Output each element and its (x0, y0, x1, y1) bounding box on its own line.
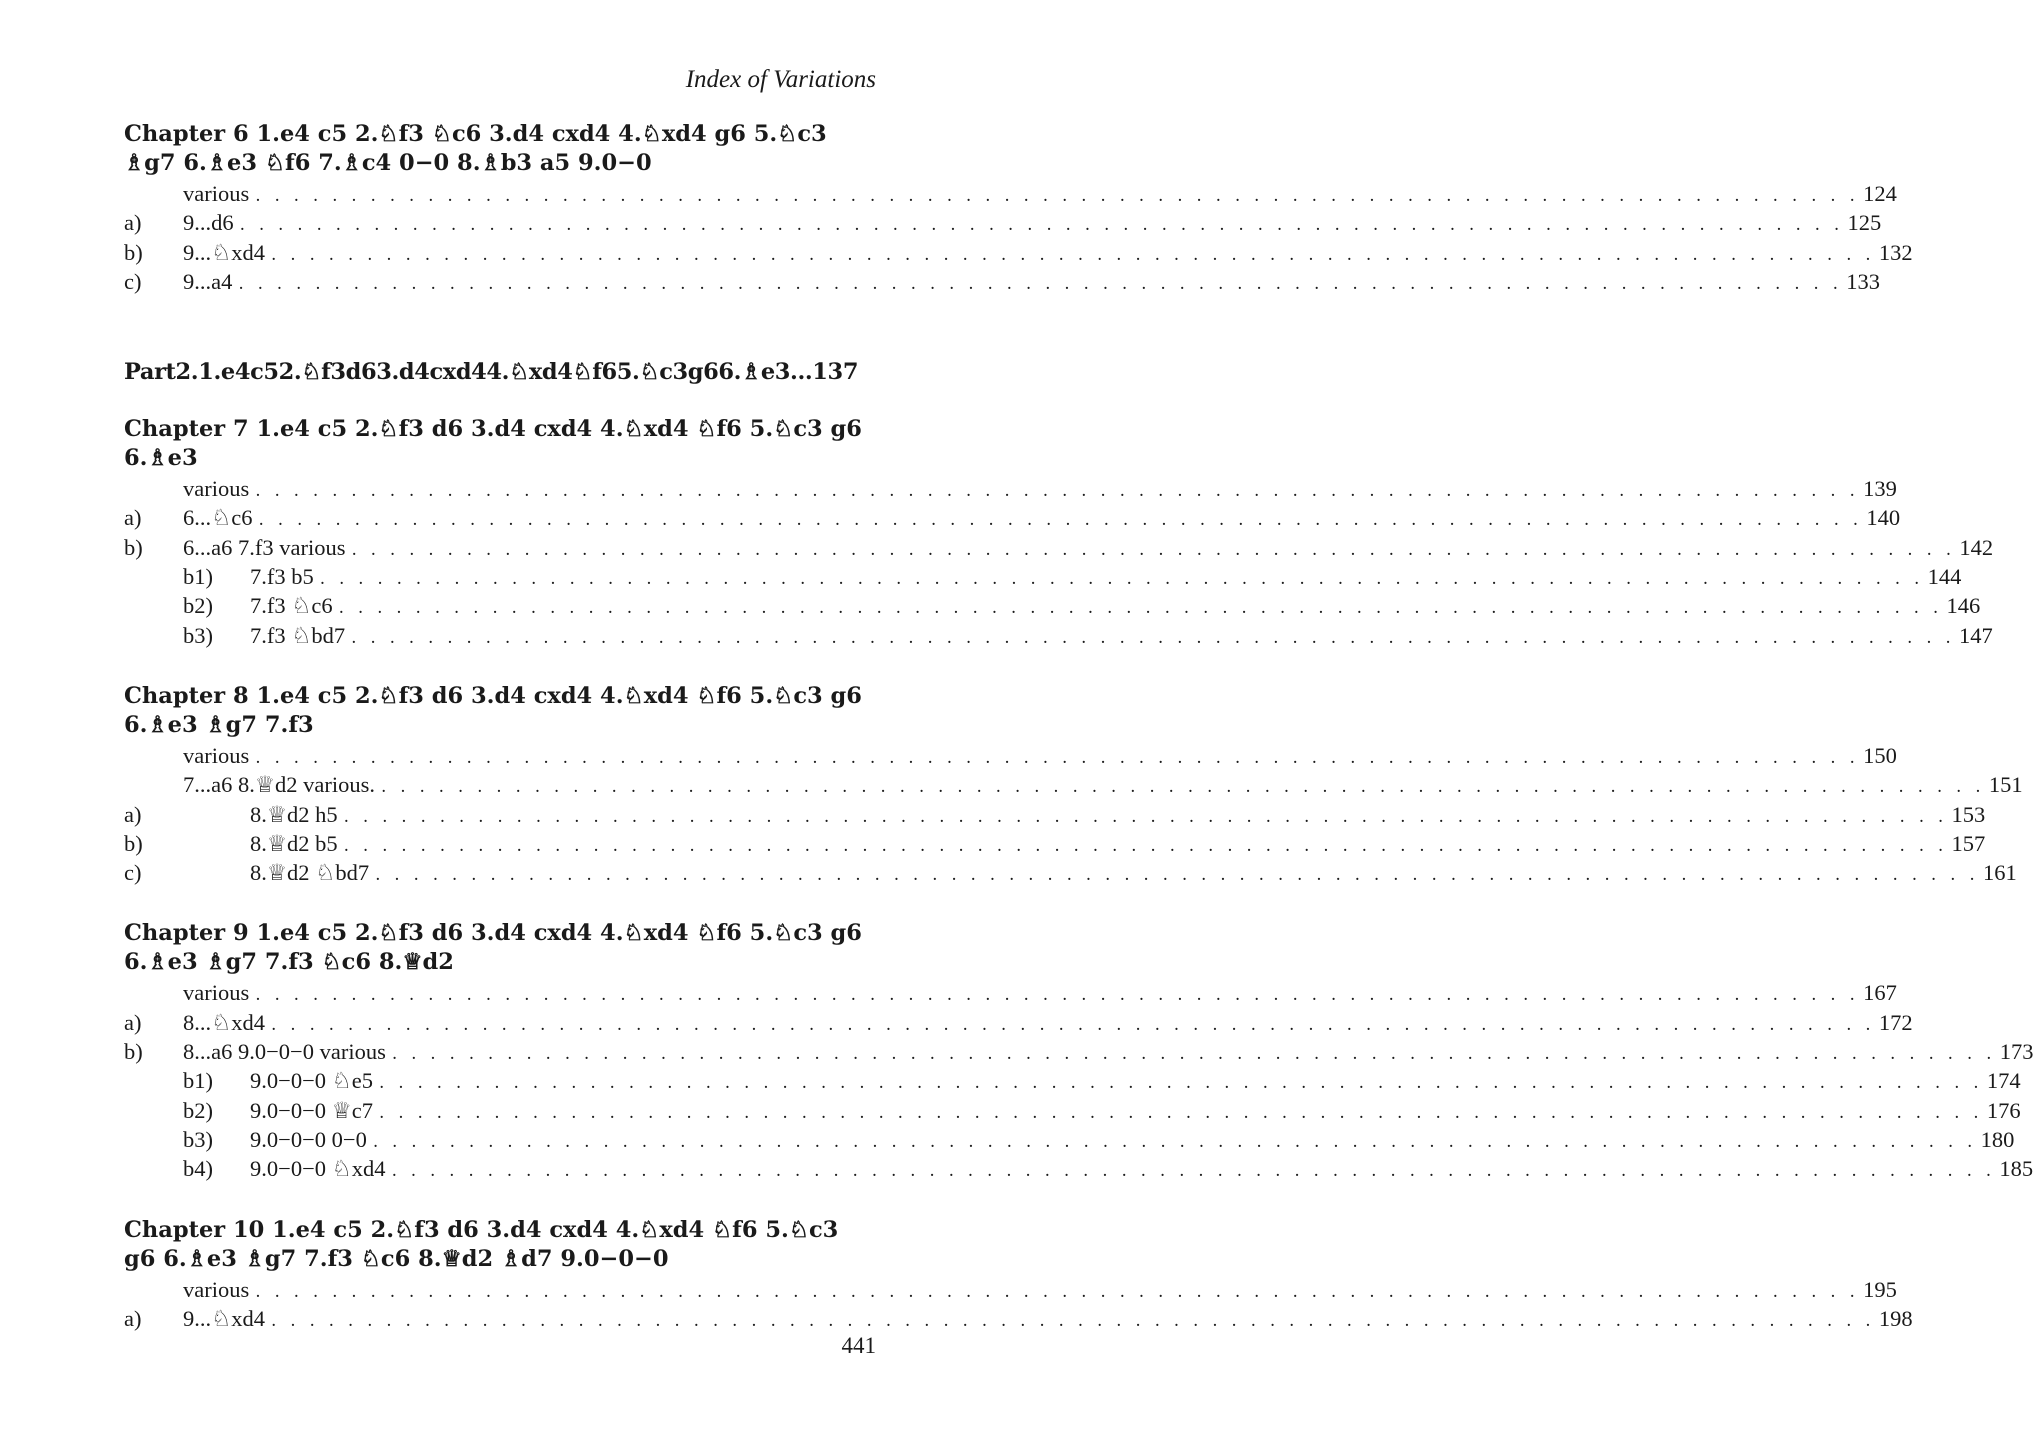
entry-page: 153 (1951, 801, 1986, 827)
dot-leader: . . . . . . . . . . . . . . . . . . . . . . . . . . . . . . . . . . . . . . . . . . . . . . . . . . . . . . . . . . . . . . . . . . . . . . . . . . . . . . . . . . . . (379, 1073, 1983, 1094)
entry-page: 195 (1863, 1276, 1897, 1302)
part-2-heading: Part2.1.e4c52.♘f3d63.d4cxd44.♘xd4♘f65.♘c3g66.♗e3...137 (124, 359, 859, 386)
entry-page: 139 (1863, 476, 1897, 502)
index-entry (124, 829, 1986, 858)
entry-text: 9.0−0−0 ♘e5 (250, 1068, 374, 1094)
entry-page: 180 (1980, 1126, 2015, 1152)
entry-label: b2) (183, 593, 213, 619)
dot-leader: . . . . . . . . . . . . . . . . . . . . . . . . . . . . . . . . . . . . . . . . . . . . . . . . . . . . . . . . . . . . . . . . . . . . . . . . . . . . . . . . . . . . (372, 1131, 1977, 1152)
entry-label: b3) (183, 1126, 213, 1152)
entry-label: b) (124, 830, 143, 856)
entry-text: various (183, 476, 250, 502)
dot-leader: . . . . . . . . . . . . . . . . . . . . . . . . . . . . . . . . . . . . . . . . . . . . . . . . . . . . . . . . . . . . . . . . . . . . . . . . . . . . . . . . . . . . (338, 598, 1943, 619)
index-entry (124, 1008, 1913, 1037)
entry-label: c) (124, 860, 142, 886)
chapter-6-heading: Chapter 6 1.e4 c5 2.♘f3 ♘c6 3.d4 cxd4 4.♘xd4 g6 5.♘c3 ♗g7 6.♗e3 ♘f6 7.♗c4 0−0 8.♗b3 a5 9.0−0 (124, 121, 827, 176)
index-subentry (124, 1125, 2015, 1154)
entry-text: 6...a6 7.f3 various (183, 534, 346, 560)
entry-text: 7.f3 ♘bd7 (250, 622, 346, 648)
entry-page: 176 (1986, 1097, 2021, 1123)
index-entry (124, 179, 1897, 208)
entry-text: various (183, 980, 250, 1006)
index-entry (124, 978, 1897, 1007)
chapter-6-section (124, 120, 1913, 296)
index-entry (124, 503, 1901, 532)
dot-leader: . . . . . . . . . . . . . . . . . . . . . . . . . . . . . . . . . . . . . . . . . . . . . . . . . . . . . . . . . . . . . . . . . . . . . . . . . . . . . . . . . . . . (255, 481, 1860, 502)
entry-label: b) (124, 1039, 143, 1065)
entry-label: a) (124, 801, 142, 827)
entry-page: 133 (1846, 268, 1880, 294)
chapter-7-heading: Chapter 7 1.e4 c5 2.♘f3 d6 3.d4 cxd4 4.♘xd4 ♘f6 5.♘c3 g6 6.♗e3 (124, 416, 862, 472)
entry-text: 9.0−0−0 ♕c7 (250, 1097, 374, 1123)
dot-leader: . . . . . . . . . . . . . . . . . . . . . . . . . . . . . . . . . . . . . . . . . . . . . . . . . . . . . . . . . . . . . . . . . . . . . . . . . . . . . . . . . . . . (239, 215, 1844, 236)
entry-text: various (183, 742, 250, 768)
dot-leader: . . . . . . . . . . . . . . . . . . . . . . . . . . . . . . . . . . . . . . . . . . . . . . . . . . . . . . . . . . . . . . . . . . . . . . . . . . . . . . . . . . . . (255, 747, 1860, 768)
index-entry (124, 474, 1897, 503)
chapter-8-heading: Chapter 8 1.e4 c5 2.♘f3 d6 3.d4 cxd4 4.♘xd4 ♘f6 5.♘c3 g6 6.♗e3 ♗g7 7.f3 (124, 682, 862, 738)
running-head: Index of Variations (685, 66, 876, 93)
dot-leader: . . . . . . . . . . . . . . . . . . . . . . . . . . . . . . . . . . . . . . . . . . . . . . . . . . . . . . . . . . . . . . . . . . . . . . . . . . . . . . . . . . . . (258, 510, 1863, 531)
entry-label: b3) (183, 622, 213, 648)
entry-text: 9...♘xd4 (183, 239, 266, 265)
index-entry (124, 267, 1880, 296)
entry-page: 146 (1946, 593, 1981, 619)
entry-label: a) (124, 1305, 142, 1331)
page-number: 441 (841, 1333, 876, 1358)
entry-label: b1) (183, 1068, 213, 1094)
entry-page: 172 (1878, 1009, 1913, 1035)
entry-text: 7.f3 ♘c6 (250, 593, 333, 619)
entry-label: a) (124, 505, 142, 531)
entry-label: b) (124, 239, 143, 265)
chapter-9-section (124, 919, 2033, 1183)
entry-page: 125 (1847, 210, 1882, 236)
entry-text: various (183, 1276, 250, 1302)
entry-text: 7.f3 b5 (250, 564, 314, 590)
entry-page: 144 (1927, 564, 1962, 590)
index-entry (124, 800, 1986, 829)
chapter-9-heading: Chapter 9 1.e4 c5 2.♘f3 d6 3.d4 cxd4 4.♘xd4 ♘f6 5.♘c3 g6 6.♗e3 ♗g7 7.f3 ♘c6 8.♕d2 (124, 920, 862, 976)
entry-page: 198 (1878, 1305, 1913, 1331)
entry-text: 9.0−0−0 0−0 (250, 1126, 367, 1152)
entry-text: 8...♘xd4 (183, 1009, 266, 1035)
entry-text: 9...a4 (183, 268, 233, 294)
index-entry (124, 741, 1897, 770)
index-entry (124, 770, 2023, 799)
index-subentry (124, 591, 1981, 620)
dot-leader: . . . . . . . . . . . . . . . . . . . . . . . . . . . . . . . . . . . . . . . . . . . . . . . . . . . . . . . . . . . . . . . . . . . . . . . . . . . . . . . . . . . . (351, 627, 1956, 648)
entry-page: 151 (1988, 772, 2023, 798)
entry-text: 8.♕d2 h5 (250, 801, 338, 827)
dot-leader: . . . . . . . . . . . . . . . . . . . . . . . . . . . . . . . . . . . . . . . . . . . . . . . . . . . . . . . . . . . . . . . . . . . . . . . . . . . . . . . . . . . . (379, 1102, 1983, 1123)
dot-leader: . . . . . . . . . . . . . . . . . . . . . . . . . . . . . . . . . . . . . . . . . . . . . . . . . . . . . . . . . . . . . . . . . . . . . . . . . . . . . . . . . . . . (255, 1281, 1860, 1302)
index-entry (124, 1037, 2033, 1066)
entry-page: 157 (1951, 830, 1986, 856)
index-subentry (124, 621, 1993, 650)
dot-leader: . . . . . . . . . . . . . . . . . . . . . . . . . . . . . . . . . . . . . . . . . . . . . . . . . . . . . . . . . . . . . . . . . . . . . . . . . . . . . . . . . . . . (343, 835, 1948, 856)
dot-leader: . . . . . . . . . . . . . . . . . . . . . . . . . . . . . . . . . . . . . . . . . . . . . . . . . . . . . . . . . . . . . . . . . . . . . . . . . . . . . . . . . . . . (319, 569, 1924, 590)
entry-label: b) (124, 534, 143, 560)
index-entry (124, 1304, 1913, 1333)
index-content (124, 120, 2033, 1365)
entry-page: 132 (1878, 239, 1913, 265)
entry-page: 147 (1959, 622, 1993, 648)
entry-page: 142 (1959, 534, 1994, 560)
dot-leader: . . . . . . . . . . . . . . . . . . . . . . . . . . . . . . . . . . . . . . . . . . . . . . . . . . . . . . . . . . . . . . . . . . . . . . . . . . . . . . . . . . . . (343, 806, 1948, 827)
entry-label: a) (124, 210, 142, 236)
dot-leader: . . . . . . . . . . . . . . . . . . . . . . . . . . . . . . . . . . . . . . . . . . . . . . . . . . . . . . . . . . . . . . . . . . . . . . . . . . . . . . . . . . . . (391, 1161, 1996, 1182)
dot-leader: . . . . . . . . . . . . . . . . . . . . . . . . . . . . . . . . . . . . . . . . . . . . . . . . . . . . . . . . . . . . . . . . . . . . . . . . . . . . . . . . . . . . (255, 186, 1860, 206)
entry-page: 124 (1863, 181, 1897, 206)
chapter-7-section (124, 415, 1994, 650)
dot-leader: . . . . . . . . . . . . . . . . . . . . . . . . . . . . . . . . . . . . . . . . . . . . . . . . . . . . . . . . . . . . . . . . . . . . . . . . . . . . . . . . . . . . (351, 539, 1956, 560)
chapter-10-heading: Chapter 10 1.e4 c5 2.♘f3 d6 3.d4 cxd4 4.♘xd4 ♘f6 5.♘c3 g6 6.♗e3 ♗g7 7.f3 ♘c6 8.♕d2 ♗d7 9.0−0−0 (124, 1216, 839, 1272)
entry-page: 140 (1866, 505, 1901, 531)
dot-leader: . . . . . . . . . . . . . . . . . . . . . . . . . . . . . . . . . . . . . . . . . . . . . . . . . . . . . . . . . . . . . . . . . . . . . . . . . . . . . . . . . . . . (381, 777, 1985, 798)
index-entry (124, 1275, 1897, 1304)
index-entry (124, 858, 2017, 887)
dot-leader: . . . . . . . . . . . . . . . . . . . . . . . . . . . . . . . . . . . . . . . . . . . . . . . . . . . . . . . . . . . . . . . . . . . . . . . . . . . . . . . . . . . . (255, 985, 1860, 1006)
entry-text: 9...d6 (183, 210, 234, 236)
entry-text: 6...♘c6 (183, 505, 253, 531)
index-entry (124, 208, 1882, 237)
dot-leader: . . . . . . . . . . . . . . . . . . . . . . . . . . . . . . . . . . . . . . . . . . . . . . . . . . . . . . . . . . . . . . . . . . . . . . . . . . . . . . . . . . . . (271, 1014, 1875, 1035)
chapter-10-section (124, 1216, 1913, 1334)
entry-label: b1) (183, 564, 213, 590)
entry-label: b4) (183, 1156, 213, 1182)
entry-page: 161 (1982, 860, 2017, 886)
entry-page: 185 (1999, 1156, 2033, 1182)
entry-page: 150 (1863, 742, 1897, 768)
entry-text: various (183, 181, 250, 206)
entry-label: c) (124, 268, 142, 294)
chapter-8-section (124, 682, 2023, 887)
entry-page: 167 (1863, 980, 1897, 1006)
dot-leader: . . . . . . . . . . . . . . . . . . . . . . . . . . . . . . . . . . . . . . . . . . . . . . . . . . . . . . . . . . . . . . . . . . . . . . . . . . . . . . . . . . . . (391, 1044, 1996, 1065)
entry-text: 8.♕d2 b5 (250, 830, 338, 856)
entry-label: b2) (183, 1097, 213, 1123)
index-subentry (124, 1154, 2033, 1183)
index-subentry (124, 1066, 2021, 1095)
entry-label: a) (124, 1009, 142, 1035)
entry-text: 8.♕d2 ♘bd7 (250, 860, 370, 886)
index-entry (124, 238, 1913, 267)
entry-text: 9...♘xd4 (183, 1305, 266, 1331)
index-subentry (124, 562, 1962, 591)
dot-leader: . . . . . . . . . . . . . . . . . . . . . . . . . . . . . . . . . . . . . . . . . . . . . . . . . . . . . . . . . . . . . . . . . . . . . . . . . . . . . . . . . . . . (271, 1310, 1875, 1331)
entry-page: 173 (1999, 1039, 2033, 1065)
entry-text: 7...a6 8.♕d2 various. (183, 772, 376, 798)
index-entry (124, 533, 1994, 562)
index-subentry (124, 1096, 2021, 1125)
entry-text: 8...a6 9.0−0−0 various (183, 1039, 386, 1065)
dot-leader: . . . . . . . . . . . . . . . . . . . . . . . . . . . . . . . . . . . . . . . . . . . . . . . . . . . . . . . . . . . . . . . . . . . . . . . . . . . . . . . . . . . . (375, 865, 1979, 886)
dot-leader: . . . . . . . . . . . . . . . . . . . . . . . . . . . . . . . . . . . . . . . . . . . . . . . . . . . . . . . . . . . . . . . . . . . . . . . . . . . . . . . . . . . . (271, 244, 1875, 265)
entry-page: 174 (1986, 1068, 2021, 1094)
entry-text: 9.0−0−0 ♘xd4 (250, 1156, 386, 1182)
dot-leader: . . . . . . . . . . . . . . . . . . . . . . . . . . . . . . . . . . . . . . . . . . . . . . . . . . . . . . . . . . . . . . . . . . . . . . . . . . . . . . . . . . . . (238, 273, 1843, 294)
